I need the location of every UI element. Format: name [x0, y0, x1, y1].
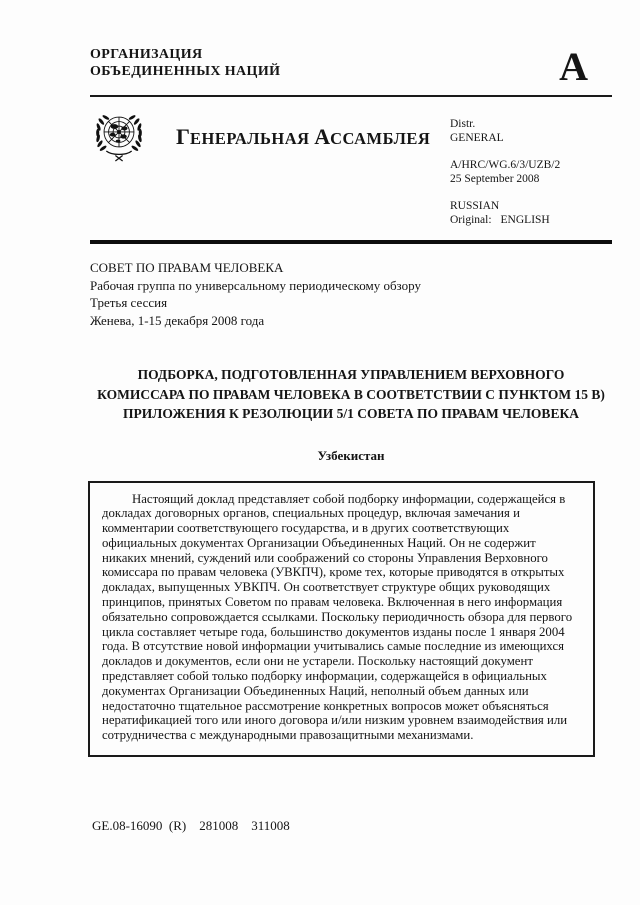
- document-series-letter: A: [559, 44, 588, 89]
- footer-reference: GE.08-16090 (R) 281008 311008: [92, 818, 290, 833]
- document-title: [90, 365, 612, 424]
- distribution-block: [450, 117, 612, 240]
- assembly-title-rest-1: ЕНЕРАЛЬНАЯ: [190, 129, 315, 148]
- assembly-title-rest-2: ССАМБЛЕЯ: [330, 129, 431, 148]
- country-title: Узбекистан: [317, 447, 385, 463]
- document-title-line1: ПОДБОРКА, ПОДГОТОВЛЕННАЯ УПРАВЛЕНИЕМ ВЕРХОВНОГО: [137, 367, 565, 382]
- assembly-title-initial-1: Г: [176, 124, 190, 149]
- document-language: RUSSIAN: [450, 200, 500, 212]
- original-value: ENGLISH: [500, 214, 550, 226]
- org-name: [90, 46, 280, 80]
- org-name-line2: ОБЪЕДИНЕННЫХ НАЦИЙ: [90, 64, 281, 79]
- distr-label: Distr.: [450, 118, 476, 130]
- org-name-line1: ОРГАНИЗАЦИЯ: [90, 47, 203, 62]
- document-date: 25 September 2008: [450, 173, 540, 185]
- distr-value: GENERAL: [450, 132, 504, 144]
- session-block: [90, 259, 612, 329]
- assembly-title: [176, 124, 430, 150]
- document-title-line3: ПРИЛОЖЕНИЯ К РЕЗОЛЮЦИИ 5/1 СОВЕТА ПО ПРАВАМ ЧЕЛОВЕКА: [123, 406, 579, 421]
- assembly-title-initial-2: А: [314, 124, 331, 149]
- session-line-session-number: Третья сессия: [90, 295, 168, 310]
- document-symbol: A/HRC/WG.6/3/UZB/2: [450, 159, 561, 171]
- un-emblem-icon: [90, 108, 148, 165]
- masthead: [90, 108, 612, 240]
- session-line-location-date: Женева, 1-15 декабря 2008 года: [90, 312, 265, 328]
- original-label: Original:: [450, 214, 492, 226]
- document-title-line2: КОМИССАРА ПО ПРАВАМ ЧЕЛОВЕКА В СООТВЕТСТВИИ С ПУНКТОМ 15 В): [97, 386, 605, 402]
- page-header: [90, 0, 612, 88]
- original-language: [450, 213, 612, 227]
- session-line-working-group: Рабочая группа по универсальному периодическому обзору: [90, 277, 421, 293]
- session-line-council: СОВЕТ ПО ПРАВАМ ЧЕЛОВЕКА: [90, 260, 284, 275]
- section-rule: [90, 240, 612, 244]
- summary-paragraph: Настоящий доклад представляет собой подборку информации, содержащейся в докладах договорных органов, специальных процедур, включая замечания и комментарии соответствующего государства, и в других соответствующих официальных документах Организации Объединенных Наций. Он не содержит никаких мнений, суждений или соображений со стороны Управления Верховного комиссара по правам человека (УВКПЧ), кроме тех, которые приводятся в открытых докладах, выпущенных УВКПЧ. Он соответствует структуре общих руководящих принципов, принятых Советом по правам человека. Включенная в него информация обязательно сопровождается ссылками. Поскольку периодичность обзора для первого цикла составляет четыре года, большинство документов изданы после 1 января 2004 года. В отсутствие новой информации учитывались самые последние из имеющихся докладов и документов, если они не устарели. Поскольку настоящий документ представляет собой только подборку информации, содержащейся в официальных документах Организации Объединенных Наций, неполный объем данных или недостаточно тщательное рассмотрение конкретных вопросов может объясняться нератификацией того или иного договора и/или низким уровнем взаимодействия или сотрудничества с международными правозащитными механизмами.: [102, 491, 573, 743]
- header-rule: [90, 95, 612, 97]
- summary-box: [88, 481, 595, 758]
